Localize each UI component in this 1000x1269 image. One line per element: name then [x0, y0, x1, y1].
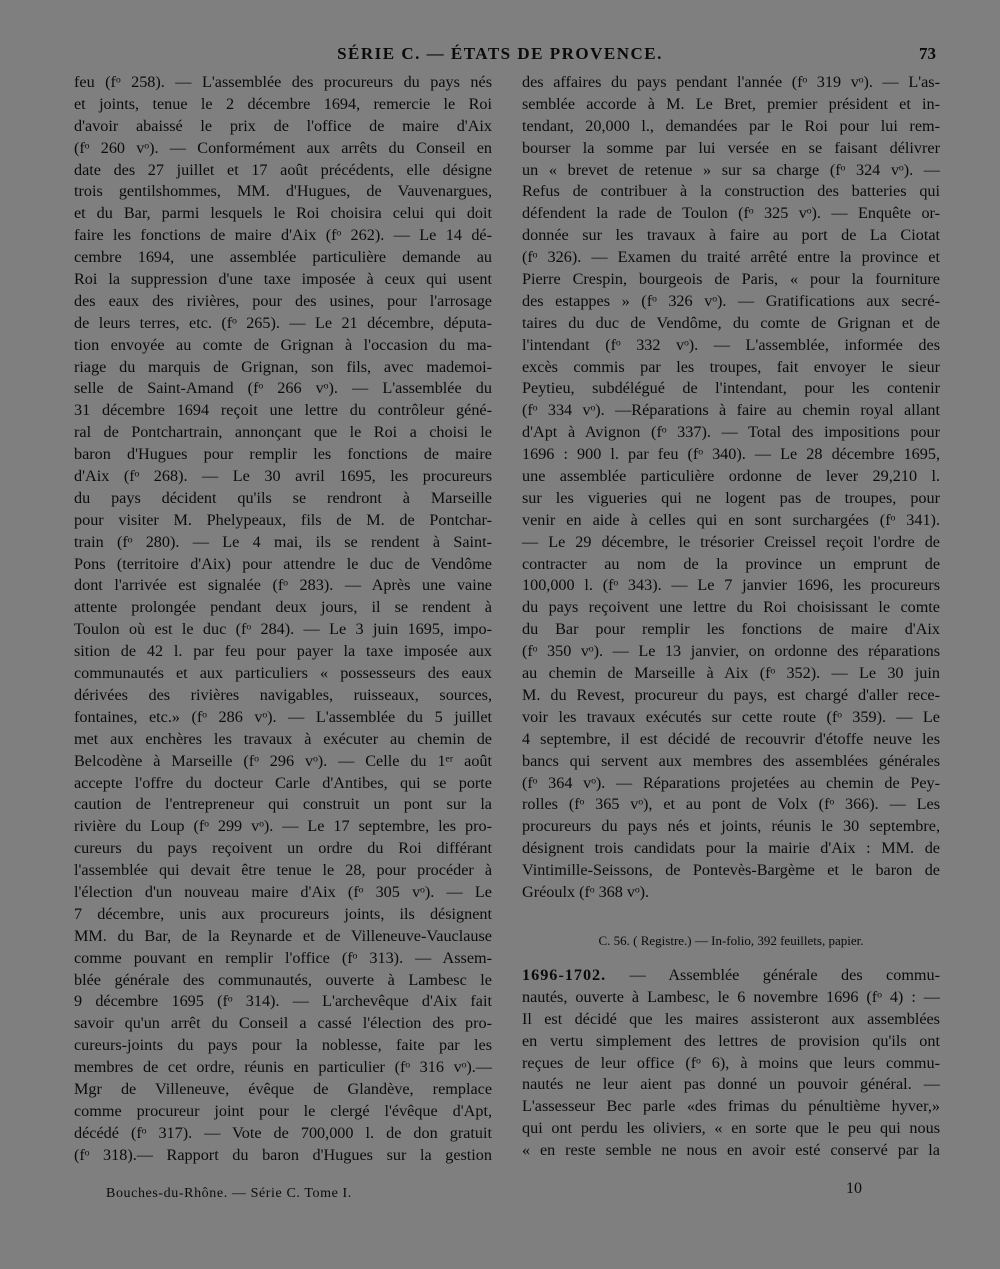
text-line: bancs qui servent aux membres des assemblées générales: [522, 751, 940, 770]
text-line: accepte l'offre du docteur Carle d'Antibes, qui se porte: [74, 773, 492, 792]
text-line: baron d'Hugues pour remplir les fonctions de maire: [74, 445, 492, 464]
text-line: d'avoir abaissé le prix de l'office de maire d'Aix: [74, 116, 492, 135]
text-line: procureurs du pays nés et joints, réunis le 30 septembre,: [522, 817, 940, 836]
text-line: voir les travaux exécutés sur cette route (fᵒ 359). — Le: [522, 707, 940, 726]
text-line: Refus de contribuer à la construction des batteries qui: [522, 182, 940, 201]
text-line: des estappes » (fᵒ 326 vᵒ). — Gratifications aux secré-: [522, 291, 940, 310]
text-line: riage du marquis de Grignan, son fils, avec mademoi-: [74, 357, 492, 376]
text-line: nautés ne leur aient pas donné un pouvoir général. —: [522, 1075, 940, 1094]
text-line: (fᵒ 326). — Examen du traité arrêté entre la province et: [522, 248, 940, 267]
text-line: 1696 : 900 l. par feu (fᵒ 340). — Le 28 décembre 1695,: [522, 445, 940, 464]
text-line: contracter au nom de la province un emprunt de: [522, 554, 940, 573]
text-line: trois gentilshommes, MM. d'Hugues, de Vauvenargues,: [74, 182, 492, 201]
text-line: Peytieu, subdélégué de l'intendant, pour les contenir: [522, 379, 940, 398]
text-line: Roi la suppression d'une taxe imposée à ceux qui usent: [74, 270, 492, 289]
text-line: cureurs du pays reçoivent un ordre du Roi différant: [74, 839, 492, 858]
text-line: décédé (fᵒ 317). — Vote de 700,000 l. de don gratuit: [74, 1123, 492, 1142]
text-line: et du Bar, parmi lesquels le Roi choisira celui qui doit: [74, 204, 492, 223]
text-line: 31 décembre 1694 reçoit une lettre du contrôleur géné-: [74, 401, 492, 420]
text-line: 9 décembre 1695 (fᵒ 314). — L'archevêque d'Aix fait: [74, 992, 492, 1011]
entry-first-line-text: — Assemblée générale des commu-: [606, 966, 940, 984]
text-line: l'assemblée qui devait être tenue le 28, pour procéder à: [74, 861, 492, 880]
text-line: Mgr de Villeneuve, évêque de Glandève, remplace: [74, 1079, 492, 1098]
text-line: défendent la rade de Toulon (fᵒ 325 vᵒ). — Enquête or-: [522, 204, 940, 223]
text-line: d'Aix (fᵒ 268). — Le 30 avril 1695, les procureurs: [74, 467, 492, 486]
text-line: tendant, 20,000 l., demandées par le Roi pour lui rem-: [522, 116, 940, 135]
text-line: Pierre Crespin, bourgeois de Paris, « pour la fourniture: [522, 270, 940, 289]
text-line: (fᵒ 260 vᵒ). — Conformément aux arrêts du Conseil en: [74, 138, 492, 157]
text-line: train (fᵒ 280). — Le 4 mai, ils se rendent à Saint-: [74, 532, 492, 551]
text-line: taires du duc de Vendôme, du comte de Grignan et de: [522, 313, 940, 332]
text-line: 7 décembre, unis aux procureurs joints, ils désignent: [74, 904, 492, 923]
text-line: un « brevet de retenue » sur sa charge (fᵒ 324 vᵒ). —: [522, 160, 940, 179]
text-line: MM. du Bar, de la Reynarde et de Villeneuve-Vauclause: [74, 926, 492, 945]
text-line: selle de Saint-Amand (fᵒ 266 vᵒ). — L'assemblée du: [74, 379, 492, 398]
text-line: ral de Pontchartrain, annonçant que le Roi a choisi le: [74, 423, 492, 442]
text-line: (fᵒ 364 vᵒ). — Réparations projetées au chemin de Pey-: [522, 773, 940, 792]
text-line: bourser la somme par lui versée en se faisant délivrer: [522, 138, 940, 157]
text-line: en vertu simplement des lettres de provision qu'ils ont: [522, 1031, 940, 1050]
text-line: sur les vigueries qui ne logent pas de troupes, pour: [522, 488, 940, 507]
entry-date: 1696-1702.: [522, 966, 607, 984]
left-text-column: [74, 72, 492, 1167]
text-line: l'élection d'un nouveau maire d'Aix (fᵒ 305 vᵒ). — Le: [74, 882, 492, 901]
text-line: cembre 1694, une assemblée particulière demande au: [74, 248, 492, 267]
page-number: 73: [919, 44, 936, 63]
text-line: Toulon où est le duc (fᵒ 284). — Le 3 juin 1695, impo-: [74, 620, 492, 639]
text-line: dérivées des rivières navigables, ruisseaux, sources,: [74, 685, 492, 704]
text-line: de leurs terres, etc. (fᵒ 265). — Le 21 décembre, députa-: [74, 313, 492, 332]
fonds-note: C. 56. ( Registre.) — In-folio, 392 feuillets, papier.: [598, 933, 864, 948]
running-header: SÉRIE C. — ÉTATS DE PROVENCE.: [337, 44, 663, 63]
footer-sheet-number: 10: [846, 1180, 862, 1197]
text-line: cureurs-joints du pays pour la noblesse, faite par les: [74, 1036, 492, 1055]
text-line: membres de cet ordre, réunis en particulier (fᵒ 316 vᵒ).—: [74, 1058, 492, 1077]
text-line: rolles (fᵒ 365 vᵒ), et au pont de Volx (fᵒ 366). — Les: [522, 795, 940, 814]
text-line: (fᵒ 350 vᵒ). — Le 13 janvier, on ordonne des réparations: [522, 642, 940, 661]
text-line: qui ont perdu les oliviers, « en sorte que le peu qui nous: [522, 1119, 940, 1138]
entry-first-line: [522, 965, 940, 987]
text-line: l'intendant (fᵒ 332 vᵒ). — L'assemblée, informée des: [522, 335, 940, 354]
text-line: comme procureur joint pour le clergé l'évêque d'Apt,: [74, 1101, 492, 1120]
text-line: L'assesseur Bec parle «des frimas du pénultième hyver,»: [522, 1097, 940, 1116]
text-line: attente prolongée pendant deux jours, il se rendent à: [74, 598, 492, 617]
text-line: M. du Revest, procureur du pays, est chargé d'aller rece-: [522, 685, 940, 704]
text-line: au chemin de Marseille à Aix (fᵒ 352). — Le 30 juin: [522, 664, 940, 683]
text-line: tion envoyée au comte de Grignan à l'occasion du ma-: [74, 335, 492, 354]
text-line: (fᵒ 334 vᵒ). —Réparations à faire au chemin royal allant: [522, 401, 940, 420]
text-line: savoir qu'un arrêt du Conseil a cassé l'élection des pro-: [74, 1014, 492, 1033]
text-line: dont l'arrivée est signalée (fᵒ 283). — Après une vaine: [74, 576, 492, 595]
text-line: semblée accorde à M. Le Bret, premier président et in-: [522, 94, 940, 113]
text-line: fontaines, etc.» (fᵒ 286 vᵒ). — L'assemblée du 5 juillet: [74, 707, 492, 726]
text-line: et joints, tenue le 2 décembre 1694, remercie le Roi: [74, 94, 492, 113]
text-line: blée générale des communautés, ouverte à Lambesc le: [74, 970, 492, 989]
text-line: pour visiter M. Phelypeaux, fils de M. de Pontchar-: [74, 510, 492, 529]
text-line: 4 septembre, il est décidé de recouvrir d'étoffe neuve les: [522, 729, 940, 748]
text-line: du pays reçoivent une lettre du Roi choisissant le comte: [522, 598, 940, 617]
text-line: du Bar pour remplir les fonctions de maire d'Aix: [522, 620, 940, 639]
footer-series-title: Bouches-du-Rhône. — Série C. Tome I.: [106, 1186, 352, 1201]
text-line: nautés, ouverte à Lambesc, le 6 novembre 1696 (fᵒ 4) : —: [522, 987, 940, 1006]
text-line: des eaux des rivières, pour des usines, pour l'arrosage: [74, 291, 492, 310]
text-line: « en reste semble ne nous en avoir esté conservé par la: [522, 1141, 940, 1160]
text-line: reçues de leur office (fᵒ 6), à moins que leurs commu-: [522, 1053, 940, 1072]
text-line: caution de l'entrepreneur qui construit un pont sur la: [74, 795, 492, 814]
text-line: Pons (territoire d'Aix) pour attendre le duc de Vendôme: [74, 554, 492, 573]
text-line: donnée sur les travaux à faire au port de La Ciotat: [522, 226, 940, 245]
text-line: Belcodène à Marseille (fᵒ 296 vᵒ). — Celle du 1ᵉʳ août: [74, 751, 492, 770]
text-line: Gréoulx (fᵒ 368 vᵒ).: [522, 882, 650, 901]
text-line: 100,000 l. (fᵒ 343). — Le 7 janvier 1696, les procureurs: [522, 576, 940, 595]
text-line: sition de 42 l. par feu pour payer la taxe imposée aux: [74, 642, 492, 661]
text-line: date des 27 juillet et 17 août précédents, elle désigne: [74, 160, 492, 179]
text-line: (fᵒ 318).— Rapport du baron d'Hugues sur la gestion: [74, 1145, 492, 1164]
text-line: désignent trois candidats pour la mairie d'Aix : MM. de: [522, 839, 940, 858]
text-line: venir en aide à celles qui en sont surchargées (fᵒ 341).: [522, 510, 940, 529]
text-line: faire les fonctions de maire d'Aix (fᵒ 262). — Le 14 dé-: [74, 226, 492, 245]
text-line: communautés et aux particuliers « possesseurs des eaux: [74, 664, 492, 683]
text-line: d'Apt à Avignon (fᵒ 337). — Total des impositions pour: [522, 423, 940, 442]
right-text-column: [522, 72, 940, 904]
text-line: Il est décidé que les maires assisteront aux assemblées: [522, 1009, 940, 1028]
text-line: excès commis par les troupes, fait envoyer le sieur: [522, 357, 940, 376]
inventory-entry: [522, 965, 940, 1162]
text-line: du pays décident qu'ils se rendront à Marseille: [74, 488, 492, 507]
text-line: met aux enchères les travaux à exécuter au chemin de: [74, 729, 492, 748]
text-line: Vintimille-Seissons, de Pontevès-Bargème et le baron de: [522, 861, 940, 880]
text-line: — Le 29 décembre, le trésorier Creissel reçoit l'ordre de: [522, 532, 940, 551]
text-line: comme pouvant en remplir l'office (fᵒ 313). — Assem-: [74, 948, 492, 967]
text-line: rivière du Loup (fᵒ 299 vᵒ). — Le 17 septembre, les pro-: [74, 817, 492, 836]
text-line: une assemblée particulière ordonne de lever 29,210 l.: [522, 467, 940, 486]
text-line: feu (fᵒ 258). — L'assemblée des procureurs du pays nés: [74, 73, 492, 91]
text-line: des affaires du pays pendant l'année (fᵒ 319 vᵒ). — L'as-: [522, 73, 940, 91]
